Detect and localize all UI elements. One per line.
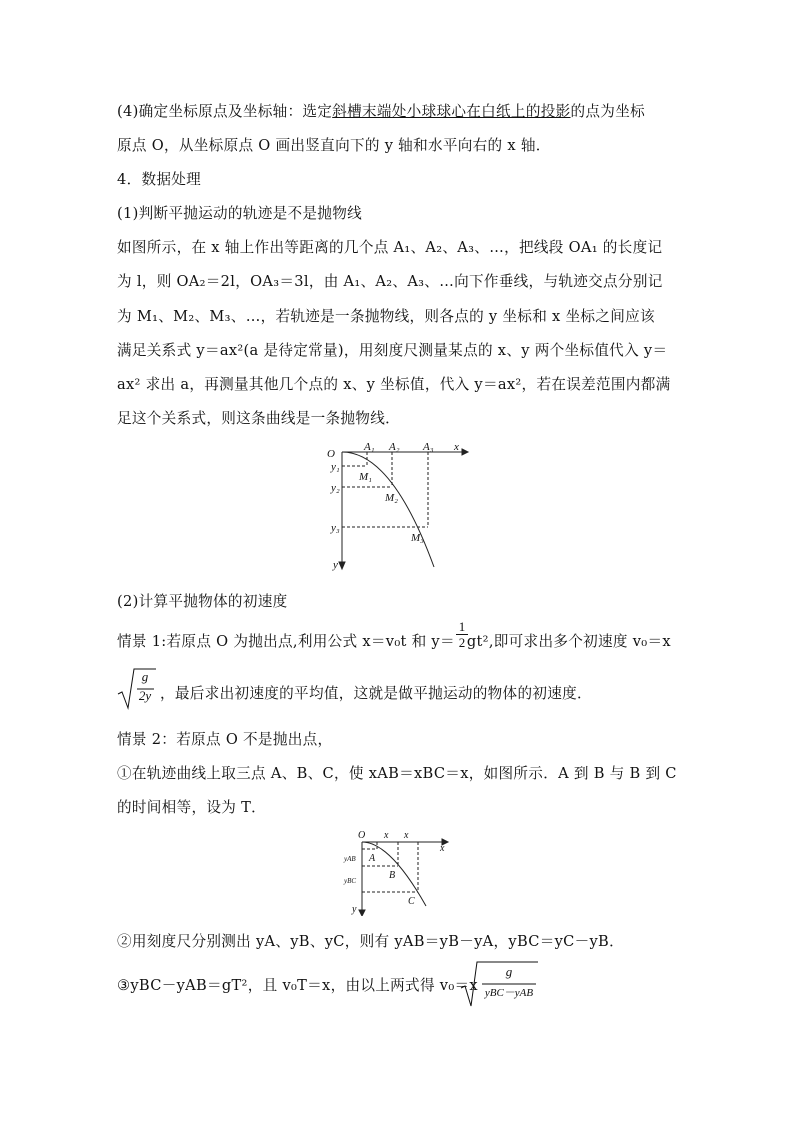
sqrt-1-denominator: 2y — [138, 688, 152, 703]
label-a3: A₃ — [423, 442, 434, 453]
label-b: B — [389, 870, 396, 881]
label-y1: y₁ — [331, 461, 340, 473]
subheading-1: (1)判断平抛运动的轨迹是不是抛物线 — [117, 205, 362, 222]
trajectory-curve — [342, 452, 434, 567]
label-x-axis-2: x — [440, 843, 445, 854]
label-m3: M₃ — [411, 532, 424, 544]
sqrt-1-fraction — [134, 668, 156, 706]
label-a2: A₂ — [389, 442, 400, 453]
sqrt-2-denominator: yBC－yAB — [484, 987, 534, 999]
case1-text-b: gt²,即可求出多个初速度 v₀＝x — [466, 633, 671, 650]
para-line-6: 足这个关系式，则这条曲线是一条抛物线． — [117, 410, 400, 427]
label-m2: M₂ — [385, 492, 398, 504]
label-y3: y₃ — [331, 522, 340, 534]
para-line-1: 如图所示，在 x 轴上作出等距离的几个点 A₁、A₂、A₃、…，把线段 OA₁ 的长度记 — [117, 239, 663, 256]
para-line-5: ax² 求出 a，再测量其他几个点的 x、y 坐标值，代入 y＝ax²，若在误差范围内都满 — [117, 376, 671, 393]
figure-parabola-2 — [342, 828, 454, 916]
label-a: A — [369, 853, 376, 864]
y-axis-arrow-2 — [359, 910, 365, 916]
case1-line1 — [117, 632, 671, 652]
case1-text-a: 情景 1:若原点 O 为抛出点,利用公式 x＝v₀t 和 y＝ — [117, 633, 455, 650]
case2-step2: ②用刻度尺分别测出 yA、yB、yC，则有 yAB＝yB－yA，yBC＝yC－yB． — [117, 933, 624, 950]
case2-step3: ③yBC－yAB＝gT²，且 v₀T＝x，由以上两式得 v₀＝x — [117, 977, 478, 994]
section-heading: 4．数据处理 — [117, 171, 202, 188]
sqrt-2-numerator: g — [505, 964, 513, 979]
label-m1: M₁ — [359, 471, 372, 483]
para-line-4: 满足关系式 y＝ax²(a 是待定常量)，用刻度尺测量某点的 x、y 两个坐标值代入 y＝ — [117, 342, 668, 359]
label-y2: y₂ — [331, 482, 340, 494]
step4-underlined: 斜槽末端处小球球心在白纸上的投影 — [332, 103, 571, 120]
label-ybc: yBC — [344, 877, 357, 885]
case1-line2: ，最后求出初速度的平均值，这就是做平抛运动的物体的初速度． — [160, 685, 592, 702]
sqrt-2-fraction — [480, 962, 538, 1004]
para-line-3: 为 M₁、M₂、M₃、…，若轨迹是一条抛物线，则各点的 y 坐标和 x 坐标之间应该 — [117, 308, 655, 325]
x-axis-arrow — [462, 449, 468, 455]
y-axis-arrow — [339, 562, 345, 569]
figure-parabola-1 — [322, 442, 472, 572]
label-yab: yAB — [344, 855, 356, 863]
case2-step1-line2: 的时间相等，设为 T． — [117, 799, 267, 816]
label-a1: A₁ — [364, 442, 375, 453]
label-x: x — [454, 442, 459, 453]
fraction-numerator: 1 — [458, 619, 466, 634]
step4-text-end: 的点为坐标 — [570, 103, 645, 120]
case2-step1-line1: ①在轨迹曲线上取三点 A、B、C，使 xAB＝xBC＝x，如图所示．A 到 B 与 B 到 C — [117, 765, 677, 782]
label-y: y — [333, 559, 338, 571]
label-x-2: x — [404, 830, 409, 841]
label-c: C — [408, 896, 415, 907]
label-y-axis-2: y — [352, 904, 357, 915]
fraction-half — [456, 620, 468, 650]
label-o: O — [327, 448, 335, 460]
label-o-2: O — [358, 830, 366, 841]
sqrt-1-numerator: g — [141, 669, 149, 684]
step4-line1 — [117, 102, 645, 122]
case2-intro: 情景 2：若原点 O 不是抛出点， — [117, 731, 333, 748]
para-line-2: 为 l，则 OA₂＝2l，OA₃＝3l，由 A₁、A₂、A₃、…向下作垂线，与轨迹交点分别记 — [117, 273, 663, 290]
label-x-1: x — [384, 830, 389, 841]
step4-text: (4)确定坐标原点及坐标轴：选定 — [117, 103, 333, 120]
subheading-2: (2)计算平抛物体的初速度 — [117, 593, 288, 610]
fraction-denominator: 2 — [456, 634, 468, 650]
step4-line2: 原点 O，从坐标原点 O 画出竖直向下的 y 轴和水平向右的 x 轴． — [117, 137, 551, 154]
